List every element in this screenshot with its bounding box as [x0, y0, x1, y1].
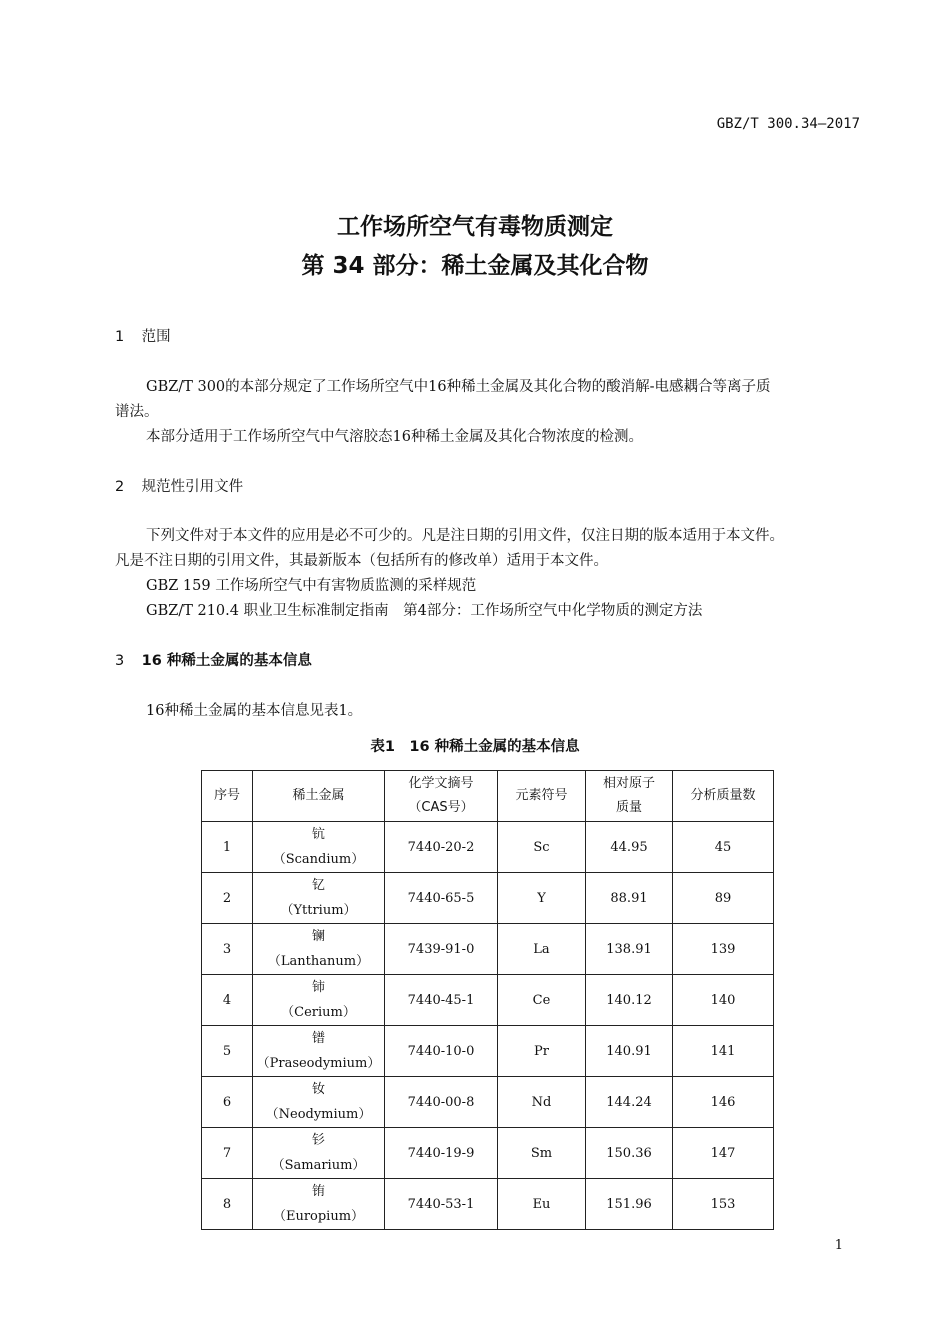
header-metal: 稀土金属: [253, 771, 385, 822]
cell-cas: 7440-53-1: [385, 1179, 498, 1230]
cell-metal: [253, 1077, 385, 1128]
metal-cn: 镧: [311, 929, 325, 944]
cell-metal: [253, 975, 385, 1026]
cell-seq: 5: [202, 1026, 253, 1077]
section-2-heading: [115, 475, 243, 496]
cell-symbol: La: [498, 924, 586, 975]
cell-symbol: Nd: [498, 1077, 586, 1128]
table-row: [202, 1077, 774, 1128]
cell-metal: [253, 873, 385, 924]
metal-en: （Cerium）: [281, 1005, 356, 1020]
section-title: 范围: [141, 329, 171, 345]
cell-mz: 146: [673, 1077, 774, 1128]
rare-earth-table: [201, 770, 774, 1230]
cell-seq: 6: [202, 1077, 253, 1128]
header-mz: 分析质量数: [673, 771, 774, 822]
paragraph: 下列文件对于本文件的应用是必不可少的。凡是注日期的引用文件，仅注日期的版本适用于本文件。: [146, 528, 784, 544]
cell-metal: [253, 1179, 385, 1230]
header-cas: [385, 771, 498, 822]
paragraph: 凡是不注日期的引用文件，其最新版本（包括所有的修改单）适用于本文件。: [115, 553, 608, 569]
table-caption: 表1 16 种稀土金属的基本信息: [370, 739, 580, 755]
header-cas-line1: 化学文摘号: [408, 776, 474, 791]
metal-cn: 钕: [311, 1082, 325, 1097]
header-mass-line2: 质量: [615, 800, 642, 815]
paragraph: GBZ/T 300的本部分规定了工作场所空气中16种稀土金属及其化合物的酸消解-电感耦合等离子质: [146, 379, 771, 395]
section-number: 1: [115, 329, 125, 345]
cell-cas: 7440-00-8: [385, 1077, 498, 1128]
cell-metal: [253, 924, 385, 975]
metal-cn: 镨: [311, 1031, 325, 1046]
standard-code: GBZ/T 300.34—2017: [716, 116, 860, 132]
cell-metal: [253, 1026, 385, 1077]
cell-metal: [253, 1128, 385, 1179]
cell-mass: 44.95: [586, 822, 673, 873]
table-row: [202, 975, 774, 1026]
table-row: [202, 1026, 774, 1077]
paragraph: 谱法。: [115, 404, 159, 420]
metal-en: （Neodymium）: [265, 1107, 372, 1122]
cell-mz: 139: [673, 924, 774, 975]
metal-en: （Praseodymium）: [256, 1056, 381, 1071]
table-row: [202, 924, 774, 975]
cell-mz: 45: [673, 822, 774, 873]
cell-mass: 150.36: [586, 1128, 673, 1179]
cell-mass: 140.91: [586, 1026, 673, 1077]
cell-seq: 1: [202, 822, 253, 873]
reference-item: GBZ/T 210.4 职业卫生标准制定指南 第4部分：工作场所空气中化学物质的测定方法: [146, 603, 703, 619]
cell-cas: 7439-91-0: [385, 924, 498, 975]
document-title-line1: 工作场所空气有毒物质测定: [337, 214, 613, 240]
cell-seq: 7: [202, 1128, 253, 1179]
section-1-heading: [115, 325, 171, 346]
metal-cn: 铕: [311, 1184, 325, 1199]
header-mass-line1: 相对原子: [602, 776, 655, 791]
cell-seq: 8: [202, 1179, 253, 1230]
metal-en: （Samarium）: [271, 1158, 366, 1173]
cell-seq: 4: [202, 975, 253, 1026]
metal-en: （Lanthanum）: [267, 954, 370, 969]
cell-cas: 7440-19-9: [385, 1128, 498, 1179]
metal-cn: 钐: [311, 1133, 325, 1148]
cell-symbol: Sc: [498, 822, 586, 873]
section-title: 16 种稀土金属的基本信息: [141, 653, 312, 669]
cell-seq: 2: [202, 873, 253, 924]
metal-cn: 铈: [311, 980, 325, 995]
metal-cn: 钇: [311, 878, 325, 893]
cell-mz: 153: [673, 1179, 774, 1230]
cell-cas: 7440-45-1: [385, 975, 498, 1026]
cell-mz: 141: [673, 1026, 774, 1077]
document-title-line2: 第 34 部分：稀土金属及其化合物: [301, 253, 649, 279]
metal-en: （Scandium）: [272, 852, 365, 867]
cell-symbol: Pr: [498, 1026, 586, 1077]
metal-en: （Yttrium）: [280, 903, 357, 918]
cell-metal: [253, 822, 385, 873]
cell-symbol: Eu: [498, 1179, 586, 1230]
cell-mz: 140: [673, 975, 774, 1026]
section-title: 规范性引用文件: [141, 479, 244, 495]
cell-mass: 151.96: [586, 1179, 673, 1230]
cell-mass: 88.91: [586, 873, 673, 924]
table-row: [202, 873, 774, 924]
header-cas-line2: （CAS号）: [408, 800, 474, 815]
cell-mz: 147: [673, 1128, 774, 1179]
cell-symbol: Sm: [498, 1128, 586, 1179]
cell-symbol: Y: [498, 873, 586, 924]
table-row: [202, 1179, 774, 1230]
paragraph: 本部分适用于工作场所空气中气溶胶态16种稀土金属及其化合物浓度的检测。: [146, 429, 643, 445]
page-number: 1: [834, 1238, 843, 1253]
table-header-row: [202, 771, 774, 822]
section-number: 3: [115, 653, 125, 669]
cell-mass: 138.91: [586, 924, 673, 975]
table-row: [202, 1128, 774, 1179]
cell-symbol: Ce: [498, 975, 586, 1026]
cell-mass: 144.24: [586, 1077, 673, 1128]
header-symbol: 元素符号: [498, 771, 586, 822]
header-mass: [586, 771, 673, 822]
cell-mass: 140.12: [586, 975, 673, 1026]
header-seq: 序号: [202, 771, 253, 822]
cell-cas: 7440-20-2: [385, 822, 498, 873]
section-3-heading: [115, 649, 312, 670]
table-row: [202, 822, 774, 873]
paragraph: 16种稀土金属的基本信息见表1。: [146, 703, 363, 719]
cell-mz: 89: [673, 873, 774, 924]
cell-cas: 7440-65-5: [385, 873, 498, 924]
metal-en: （Europium）: [272, 1209, 365, 1224]
metal-cn: 钪: [311, 827, 325, 842]
reference-item: GBZ 159 工作场所空气中有害物质监测的采样规范: [146, 578, 477, 594]
section-number: 2: [115, 479, 125, 495]
cell-cas: 7440-10-0: [385, 1026, 498, 1077]
cell-seq: 3: [202, 924, 253, 975]
